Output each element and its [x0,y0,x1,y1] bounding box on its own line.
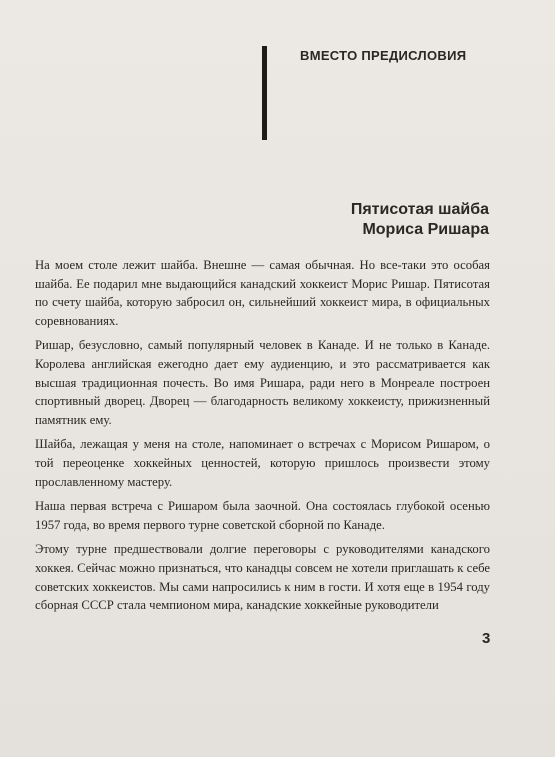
paragraph-3: Шайба, лежащая у меня на столе, напоминает о встречах с Морисом Ришаром, о той переоценке хоккейных ценностей, которую пришлось произвести этому прославленному мастеру. [35,437,490,489]
paragraph-2: Ришар, безусловно, самый популярный человек в Канаде. И не только в Канаде. Королева английская ежегодно дает ему аудиенцию, и это рассматривается как высшая традиционная почесть. Во имя Ришара, ради него в Монреале построен спортивный дворец. Дворец — благодарность великому хоккеисту, прижизненный памятник ему. [35,338,490,427]
article-title-line-1: Пятисотая шайба [350,201,489,218]
paragraph-5: Этому турне предшествовали долгие переговоры с руководителями канадского хоккея. Сейчас можно признаться, что канадцы совсем не хотели приглашать к себе советских хоккеистов. Мы сами напросились к ним в гости. И хотя еще в 1954 году сборная СССР стала чемпионом мира, канадские хоккейные руководители [35,542,490,613]
paragraph-1: На моем столе лежит шайба. Внешне — самая обычная. Но все-таки это особая шайба. Ее подарил мне выдающийся канадский хоккеист Морис Ришар. Пятисотая по счету шайба, которую забросил он, сильнейший хоккеист мира, в официальных соревнованиях. [35,258,490,328]
section-title: ВМЕСТО ПРЕДИСЛОВИЯ [300,48,467,63]
vertical-rule [262,46,267,140]
page-number: 3 [482,630,491,647]
article-title [229,200,489,240]
article-body [35,256,490,621]
article-title-line-2: Мориса Ришара [362,221,489,238]
paragraph-4: Наша первая встреча с Ришаром была заочной. Она состоялась глубокой осенью 1957 года, во время первого турне советской сборной по Канаде. [35,499,490,532]
